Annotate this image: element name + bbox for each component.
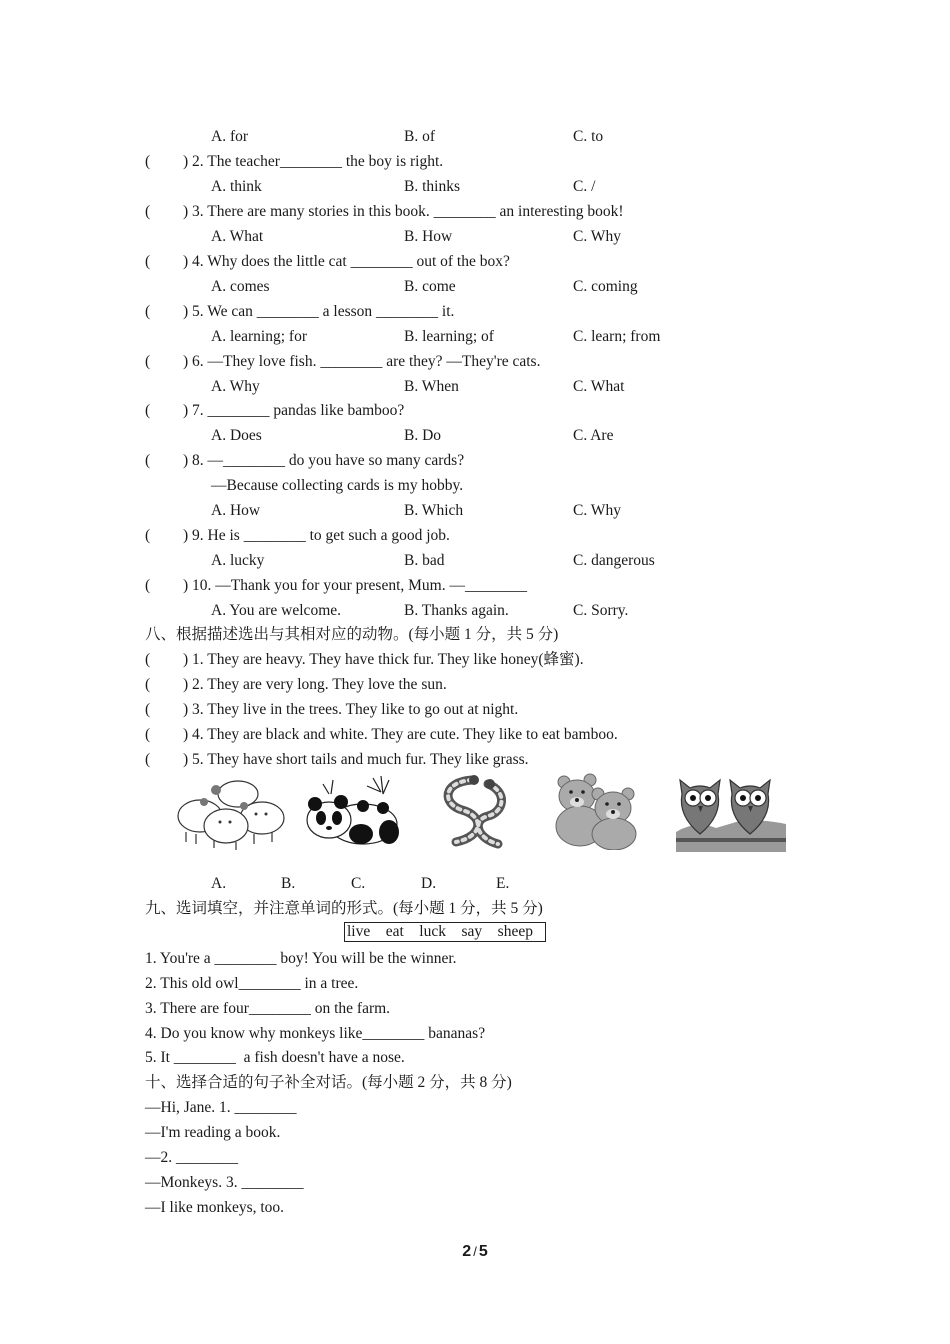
description-item: ) 4. They are black and white. They are cute. They like to eat bamboo. <box>183 726 618 743</box>
option-c: C. dangerous <box>573 552 655 569</box>
option-a: A. You are welcome. <box>211 602 342 619</box>
owl-picture <box>676 772 786 852</box>
current-page: 2 <box>462 1243 472 1260</box>
option-c: C. What <box>573 378 625 395</box>
answer-paren[interactable]: ( <box>145 253 151 270</box>
dialogue-line: —I'm reading a book. <box>145 1124 281 1141</box>
dialogue-line: —I like monkeys, too. <box>145 1199 285 1216</box>
fill-blank-item: 2. This old owl________ in a tree. <box>145 975 359 992</box>
option-b: B. Which <box>404 502 464 519</box>
answer-paren[interactable]: ( <box>145 726 151 743</box>
section-8-title: 八、根据描述选出与其相对应的动物。(每小题 1 分，共 5 分) <box>145 626 559 643</box>
question-stem: ) 5. We can ________ a lesson ________ it. <box>183 303 455 320</box>
fill-blank-item: 5. It ________ a fish doesn't have a nose. <box>145 1049 405 1066</box>
option-a: A. Does <box>211 427 262 444</box>
option-c: C. / <box>573 178 596 195</box>
section-9-title: 九、选词填空，并注意单词的形式。(每小题 1 分，共 5 分) <box>145 900 543 917</box>
answer-paren[interactable]: ( <box>145 402 151 419</box>
option-b: B. Do <box>404 427 442 444</box>
picture-label: C. <box>351 875 366 892</box>
question-stem: ) 10. —Thank you for your present, Mum. —________ <box>183 577 527 594</box>
description-item: ) 2. They are very long. They love the sun. <box>183 676 447 693</box>
answer-paren[interactable]: ( <box>145 577 151 594</box>
answer-paren[interactable]: ( <box>145 676 151 693</box>
picture-label: B. <box>281 875 296 892</box>
panda-picture <box>303 772 403 850</box>
sheep-picture <box>176 772 288 850</box>
option-b: B. Thanks again. <box>404 602 509 619</box>
answer-paren[interactable]: ( <box>145 701 151 718</box>
answer-paren[interactable]: ( <box>145 452 151 469</box>
fill-blank-item: 4. Do you know why monkeys like________ bananas? <box>145 1025 486 1042</box>
question-stem: ) 4. Why does the little cat ________ out of the box? <box>183 253 510 270</box>
question-stem: ) 3. There are many stories in this book. ________ an interesting book! <box>183 203 624 220</box>
option-b: B. How <box>404 228 453 245</box>
question-stem: ) 7. ________ pandas like bamboo? <box>183 402 405 419</box>
option-c: C. coming <box>573 278 638 295</box>
option-a: A. What <box>211 228 264 245</box>
description-item: ) 3. They live in the trees. They like to go out at night. <box>183 701 519 718</box>
option-b: B. When <box>404 378 459 395</box>
q1-option-c: C. to <box>573 128 604 145</box>
option-b: B. come <box>404 278 456 295</box>
question-stem: ) 2. The teacher________ the boy is right. <box>183 153 444 170</box>
word-bank: live eat luck say sheep <box>344 922 546 942</box>
dialogue-line: —Monkeys. 3. ________ <box>145 1174 304 1191</box>
description-item: ) 5. They have short tails and much fur. They like grass. <box>183 751 529 768</box>
option-b: B. learning; of <box>404 328 494 345</box>
option-a: A. lucky <box>211 552 265 569</box>
q1-option-a: A. for <box>211 128 249 145</box>
option-c: C. learn; from <box>573 328 661 345</box>
snake-picture <box>432 772 516 850</box>
page-separator: / <box>473 1244 477 1259</box>
picture-label: A. <box>211 875 227 892</box>
total-pages: 5 <box>478 1243 488 1260</box>
bear-picture <box>552 772 644 850</box>
option-a: A. Why <box>211 378 260 395</box>
q1-option-b: B. of <box>404 128 435 145</box>
option-a: A. learning; for <box>211 328 307 345</box>
page-number <box>0 1243 950 1261</box>
question-response-line: —Because collecting cards is my hobby. <box>211 477 464 494</box>
fill-blank-item: 3. There are four________ on the farm. <box>145 1000 391 1017</box>
option-b: B. thinks <box>404 178 460 195</box>
option-b: B. bad <box>404 552 445 569</box>
answer-paren[interactable]: ( <box>145 527 151 544</box>
option-c: C. Are <box>573 427 614 444</box>
option-a: A. comes <box>211 278 270 295</box>
picture-label: D. <box>421 875 437 892</box>
fill-blank-item: 1. You're a ________ boy! You will be the winner. <box>145 950 457 967</box>
question-stem: ) 6. —They love fish. ________ are they? —They're cats. <box>183 353 541 370</box>
answer-paren[interactable]: ( <box>145 751 151 768</box>
question-stem: ) 8. —________ do you have so many cards? <box>183 452 465 469</box>
option-a: A. How <box>211 502 261 519</box>
section-10-title: 十、选择合适的句子补全对话。(每小题 2 分，共 8 分) <box>145 1074 512 1091</box>
option-c: C. Sorry. <box>573 602 629 619</box>
picture-label: E. <box>496 875 510 892</box>
question-stem: ) 9. He is ________ to get such a good job. <box>183 527 450 544</box>
answer-paren[interactable]: ( <box>145 153 151 170</box>
answer-paren[interactable]: ( <box>145 651 151 668</box>
option-c: C. Why <box>573 228 621 245</box>
answer-paren[interactable]: ( <box>145 353 151 370</box>
dialogue-line: —Hi, Jane. 1. ________ <box>145 1099 297 1116</box>
option-c: C. Why <box>573 502 621 519</box>
description-item: ) 1. They are heavy. They have thick fur. They like honey(蜂蜜). <box>183 651 584 668</box>
answer-paren[interactable]: ( <box>145 203 151 220</box>
answer-paren[interactable]: ( <box>145 303 151 320</box>
option-a: A. think <box>211 178 262 195</box>
dialogue-line: —2. ________ <box>145 1149 238 1166</box>
